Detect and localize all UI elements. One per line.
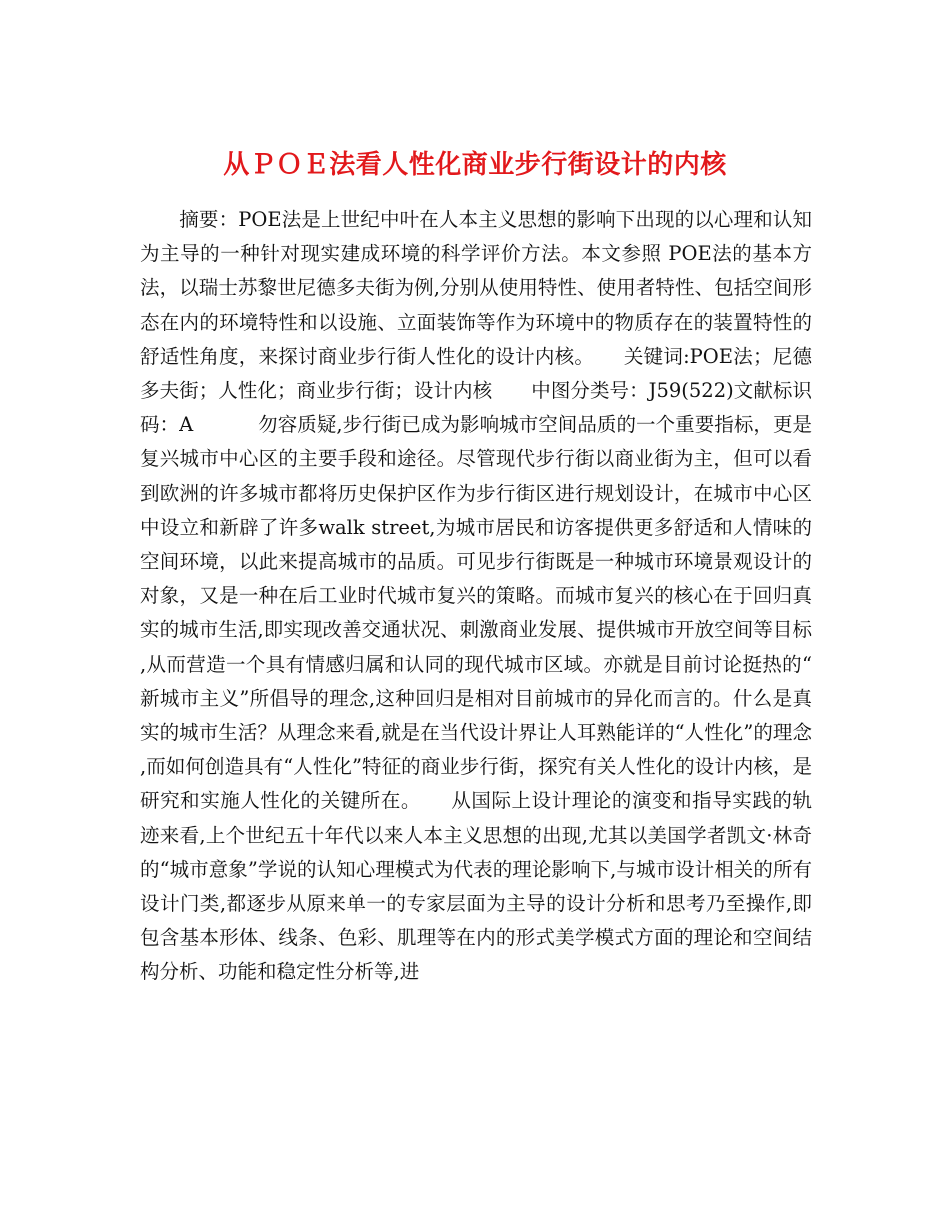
body-paragraph <box>140 203 812 990</box>
paragraph-text: 摘要：POE法是上世纪中叶在人本主义思想的影响下出现的以心理和认知为主导的一种针对现实建成环境的科学评价方法。本文参照 POE法的基本方法，以瑞士苏黎世尼德多夫街为例,分别从使用特性、使用者特性、包括空间形态在内的环境特性和以设施、立面装饰等作为环境中的物质存在的装置特性的舒适性角度，来探讨商业步行街人性化的设计内核。 关键词:POE法；尼德多夫街；人性化；商业步行街；设计内核 中图分类号：J59(522)文献标识码：A 勿容质疑,步行街已成为影响城市空间品质的一个重要指标，更是复兴城市中心区的主要手段和途径。尽管现代步行街以商业街为主，但可以看到欧洲的许多城市都将历史保护区作为步行街区进行规划设计，在城市中心区中设立和新辟了许多walk street,为城市居民和访客提供更多舒适和人情味的空间环境，以此来提高城市的品质。可见步行街既是一种城市环境景观设计的对象，又是一种在后工业时代城市复兴的策略。而城市复兴的核心在于回归真实的城市生活,即实现改善交通状况、刺激商业发展、提供城市开放空间等目标,从而营造一个具有情感归属和认同的现代城市区域。亦就是目前讨论挺热的“新城市主义”所倡导的理念,这种回归是相对目前城市的异化而言的。什么是真实的城市生活？从理念来看,就是在当代设计界让人耳熟能详的“人性化”的理念,而如何创造具有“人性化”特征的商业步行街，探究有关人性化的设计内核，是研究和实施人性化的关键所在。 从国际上设计理论的演变和指导实践的轨迹来看,上个世纪五十年代以来人本主义思想的出现,尤其以美国学者凯文·林奇的“城市意象”学说的认知心理模式为代表的理论影响下,与城市设计相关的所有设计门类,都逐步从原来单一的专家层面为主导的设计分析和思考乃至操作,即包含基本形体、线条、色彩、肌理等在内的形式美学模式方面的理论和空间结构分析、功能和稳定性分析等,进 <box>140 208 812 984</box>
document-title: 从ＰＯＥ法看人性化商业步行街设计的内核 <box>223 150 727 181</box>
